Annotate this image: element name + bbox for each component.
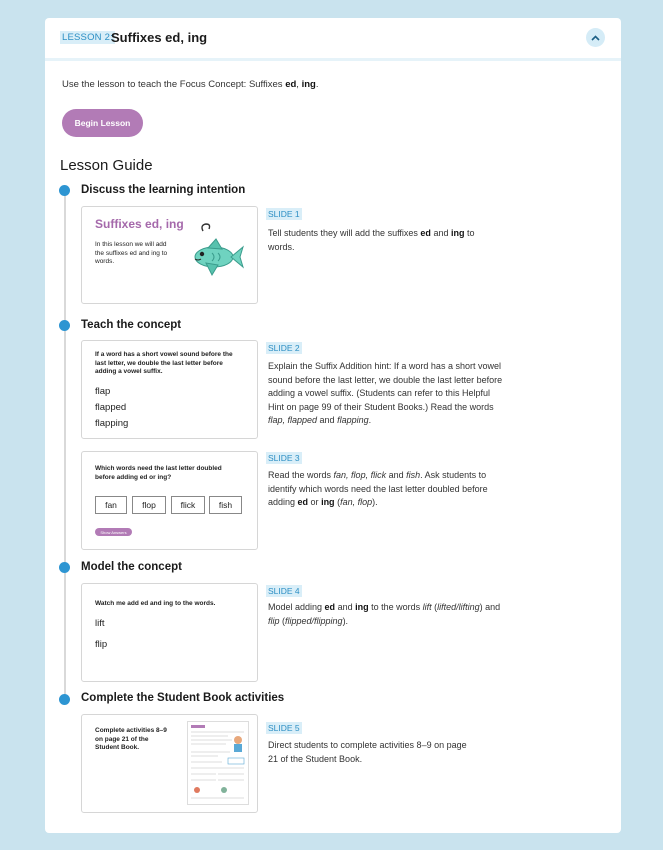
chevron-up-icon [591,35,600,41]
lesson-guide-title: Lesson Guide [60,157,153,174]
slide-1-description: Tell students they will add the suffixes ed and ing to words. [268,228,475,252]
slide-1-text: In this lesson we will add the suffixes ed and ing to words. [95,241,168,265]
slide-2-word: flapping [95,418,129,429]
slide-1-thumbnail[interactable] [81,206,258,304]
slide-2-thumbnail[interactable] [81,340,258,439]
worksheet-lines [188,722,248,804]
show-answers-button[interactable]: Show Answers [95,528,132,536]
slide-5-thumbnail[interactable] [81,714,258,813]
step-dot [59,320,70,331]
collapse-button[interactable] [586,28,605,47]
slide-3-description: Read the words fan, flop, flick and fish. Ask students to identify which words need the last letter doubled before adding ed or ing (fan, flop). [268,470,488,507]
step-title: Model the concept [81,561,182,573]
slide-4-word: lift [95,618,105,629]
step-title: Discuss the learning intention [81,184,246,196]
slide-1-title: Suffixes ed, ing [95,217,184,231]
lesson-card [45,18,621,833]
slide-4-text: Watch me add ed and ing to the words. [95,600,216,607]
slide-5-tag: SLIDE 5 [268,723,300,733]
step-dot [59,562,70,573]
slide-2-word: flapped [95,402,127,413]
answer-box[interactable]: fan [95,496,127,514]
slide-4-tag: SLIDE 4 [268,586,300,596]
lesson-tag: LESSON 2: [62,32,113,43]
begin-lesson-button[interactable]: Begin Lesson [62,109,143,137]
timeline-line [64,193,66,703]
slide-4-description: Model adding ed and ing to the words lift (lifted/lifting) and flip (flipped/flipping). [268,602,501,626]
slide-4-thumbnail[interactable] [81,583,258,682]
slide-3-tag: SLIDE 3 [268,453,300,463]
step-title: Complete the Student Book activities [81,692,285,704]
slide-2-tag: SLIDE 2 [268,343,300,353]
slide-5-text: Complete activities 8–9 on page 21 of the Student Book. [95,727,167,751]
lesson-header[interactable] [45,18,621,61]
slide-3-text: Which words need the last letter doubled before adding ed or ing? [95,465,222,481]
slide-2-text: If a word has a short vowel sound before the last letter, we double the last letter before adding a vowel suffix. [95,351,233,375]
slide-3-thumbnail[interactable] [81,451,258,550]
slide-4-word: flip [95,639,108,650]
slide-2-word: flap [95,386,111,397]
lesson-title: Suffixes ed, ing [111,30,208,45]
answer-box[interactable]: flick [171,496,205,514]
student-book-page-preview [187,721,249,805]
fish-illustration [190,223,244,279]
intro-text: Use the lesson to teach the Focus Concept: Suffixes ed, ing. [62,79,319,90]
answer-box[interactable]: fish [209,496,242,514]
answer-box[interactable]: flop [132,496,166,514]
step-dot [59,694,70,705]
step-dot [59,185,70,196]
slide-2-description: Explain the Suffix Addition hint: If a word has a short vowel sound before the last letter, we double the last letter before adding a vowel suffix. (Students can refer to this Helpful Hint on page 99 of their Student Books.) Read the words flap, flapped and flapping. [268,361,503,425]
slide-5-description: Direct students to complete activities 8–9 on page 21 of the Student Book. [268,740,467,764]
step-title: Teach the concept [81,319,182,331]
slide-1-tag: SLIDE 1 [268,209,300,219]
